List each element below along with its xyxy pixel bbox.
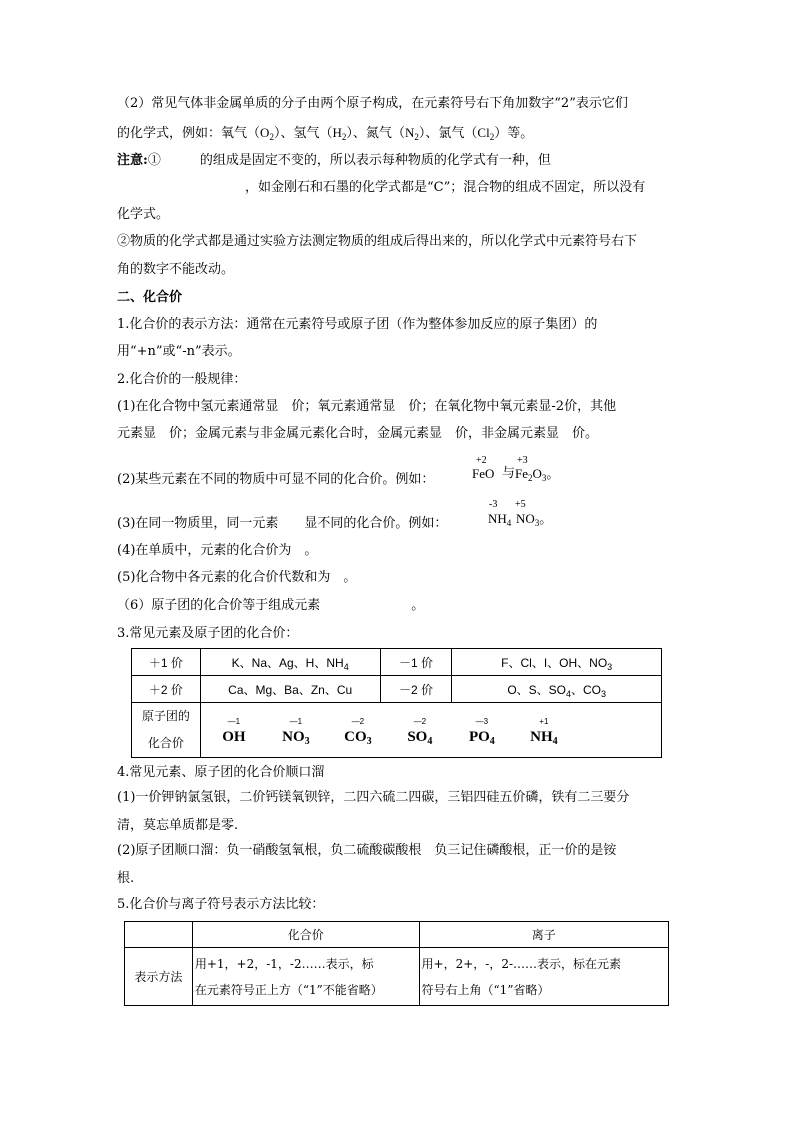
group-valence-label: 原子团的 化合价 <box>132 703 201 758</box>
element-list: K、Na、Ag、H、$NH_4$ <box>200 649 380 676</box>
valence-table <box>131 648 662 758</box>
valence-label: ＋2 价 <box>132 676 201 703</box>
element-list: O、S、$SO_4$、$CO_3$ <box>452 676 662 703</box>
para-diatomic-line2: 的化学式，例如：氧气$(O_2)$、氢气$(H_2)$、氮气$(N_2)$、氯气$(Cl_2)$等。 <box>117 125 534 142</box>
formula-feo: FeO <box>472 466 495 481</box>
mnemonic-heading: 4.常见元素、原子团的化合价顺口溜 <box>117 765 325 780</box>
valence-label: －1 价 <box>380 649 452 676</box>
table-row <box>132 703 662 758</box>
row-label: 表示方法 <box>125 948 193 1006</box>
ion-no3: —1 $NO_3$ <box>282 716 310 747</box>
note-line1: 注意:① 的组成是固定不变的，所以表示每种物质的化学式有一种，但 <box>117 153 551 168</box>
ion-list <box>200 703 661 758</box>
rule3-text: (3)在同一物质里，同一元素 显不同的化合价。例如： <box>117 516 448 531</box>
mnemonic2-line1: (2)原子团顺口溜：负一硝酸氢氧根，负二硫酸碳酸根 负三记住磷酸根，正一价的是铵 <box>117 843 617 858</box>
note2-line2: 角的数字不能改动。 <box>117 262 235 277</box>
note-label: 注意: <box>117 153 148 168</box>
rule5: (5)化合物中各元素的化合价代数和为 。 <box>117 570 357 585</box>
header-valence: 化合价 <box>192 922 419 948</box>
note2-line1: ②物质的化学式都是通过实验方法测定物质的组成后得出来的，所以化学式中元素符号右下 <box>117 234 638 249</box>
gas-hydrogen: 氢气$(H_2)$ <box>293 125 353 142</box>
valence-notation-line1: 1.化合价的表示方法：通常在元素符号或原子团（作为整体参加反应的原子集团）的 <box>117 317 598 332</box>
comparison-heading: 5.化合价与离子符号表示方法比较： <box>117 897 325 912</box>
rule1-line1: (1)在化合物中氢元素通常显 价；氧元素通常显 价；在氧化物中氧元素显-2价，其他 <box>117 399 617 414</box>
table-row <box>125 922 669 948</box>
rule1-line2: 元素显 价；金属元素与非金属元素化合时，金属元素显 价，非金属元素显 价。 <box>117 426 599 441</box>
ion-nh4: +1 $NH_4$ <box>530 716 558 747</box>
mnemonic1-line1: (1)一价钾钠氯氢银，二价钙镁氧钡锌，二四六硫二四碳，三铝四硅五价磷，铁有二三要分 <box>117 790 630 805</box>
note-line2: ，如金刚石和石墨的化学式都是“C”；混合物的组成不固定，所以没有 <box>245 180 646 195</box>
comparison-table <box>124 921 669 1006</box>
valence-method: 用+1，+2，-1，-2……表示，标 在元素符号正上方（“1”不能省略） <box>192 948 419 1006</box>
table-row <box>132 676 662 703</box>
ion-po4: —3 $PO_4$ <box>468 716 495 747</box>
valence-label: ＋1 价 <box>132 649 201 676</box>
section-heading-valence: 二、化合价 <box>117 290 183 305</box>
ion-so4: —2 $SO_4$ <box>407 716 433 747</box>
valence-notation-line2: 用“+n”或“-n”表示。 <box>117 344 241 359</box>
gas-nitrogen: 氮气$(N_2)$ <box>365 125 426 142</box>
mnemonic1-line2: 清，莫忘单质都是零. <box>117 818 239 833</box>
formula-nh4: $NH_4$ <box>488 511 512 528</box>
header-ion: 离子 <box>419 922 668 948</box>
general-rules-heading: 2.化合价的一般规律： <box>117 372 247 387</box>
element-list: F、Cl、I、OH、$NO_3$ <box>452 649 662 676</box>
element-list: Ca、Mg、Ba、Zn、Cu <box>200 676 380 703</box>
formula-no3: $NO_3$。 <box>516 511 553 528</box>
common-valence-heading: 3.常见元素及原子团的化合价： <box>117 626 299 641</box>
rule6: （6）原子团的化合价等于组成元素 。 <box>117 598 425 613</box>
ion-oh: —1 OH <box>222 716 246 745</box>
table-row <box>125 948 669 1006</box>
gas-oxygen: 氧气$(O_2)$ <box>221 125 281 142</box>
ion-co3: —2 $CO_3$ <box>344 716 372 747</box>
formula-fe2o3: $Fe_2O_3$。 <box>515 466 560 483</box>
mnemonic2-line2: 根. <box>117 871 135 886</box>
gas-chlorine: 氯气$(Cl_2)$ <box>438 125 508 142</box>
para-diatomic-line1: （2）常见气体非金属单质的分子由两个原子构成，在元素符号右下角加数字“2”表示它们 <box>117 96 628 111</box>
rule4: (4)在单质中，元素的化合价为 。 <box>117 543 318 558</box>
ion-method: 用+，2+，-，2-……表示，标在元素 符号右上角（“1”省略） <box>419 948 668 1006</box>
table-row <box>132 649 662 676</box>
valence-label: －2 价 <box>380 676 452 703</box>
empty-cell <box>125 922 193 948</box>
rule2-text: (2)某些元素在不同的物质中可显不同的化合价。例如： <box>117 472 435 487</box>
note-line3: 化学式。 <box>117 207 170 222</box>
